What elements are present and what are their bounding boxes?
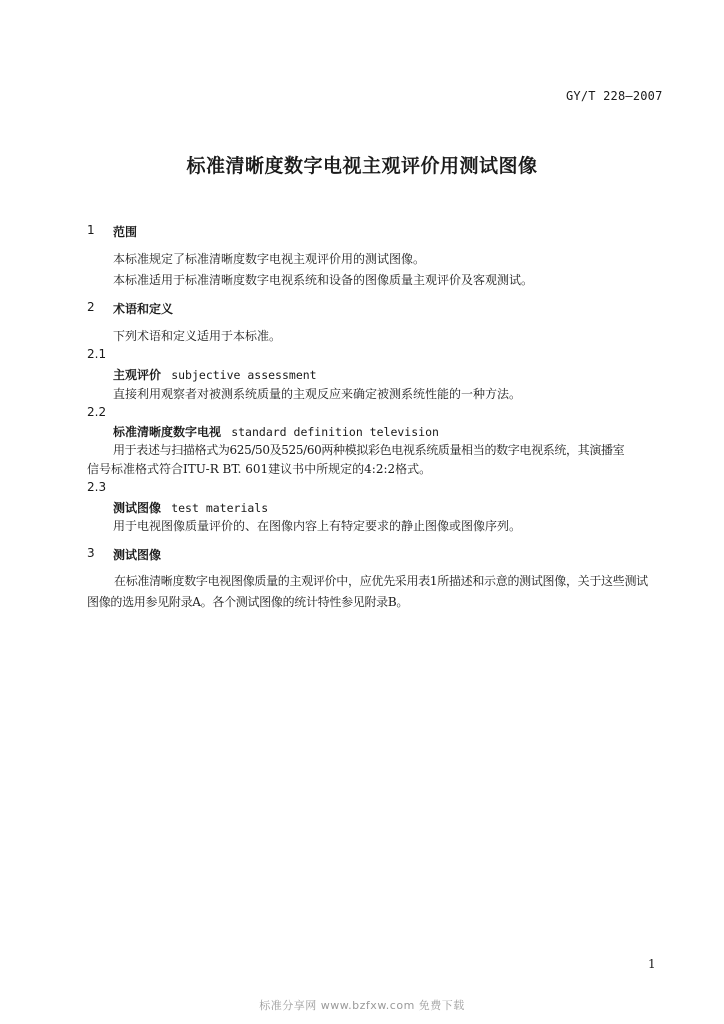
- term-2-2-number: 2.2: [87, 405, 107, 419]
- section-3-title: 测试图像: [113, 548, 162, 562]
- section-1-paragraph-1: 本标准规定了标准清晰度数字电视主观评价用的测试图像。: [113, 252, 426, 266]
- section-2-intro: 下列术语和定义适用于本标准。: [113, 329, 282, 343]
- term-2-2-heading: [113, 423, 439, 440]
- term-2-2-definition-line-2: 信号标准格式符合ITU-R BT. 601建议书中所规定的4:2:2格式。: [87, 462, 432, 476]
- term-2-2-en: standard definition television: [231, 425, 439, 439]
- term-2-1-en: subjective assessment: [171, 368, 317, 382]
- term-2-1-definition: 直接利用观察者对被测系统质量的主观反应来确定被测系统性能的一种方法。: [113, 387, 522, 401]
- term-2-3-number: 2.3: [87, 480, 107, 494]
- term-2-2-definition-line-1: 用于表述与扫描格式为625/50及525/60两种模拟彩色电视系统质量相当的数字电视系统，其演播室: [113, 443, 625, 457]
- document-title: 标准清晰度数字电视主观评价用测试图像: [186, 155, 538, 177]
- section-1-title: 范围: [113, 225, 138, 239]
- term-2-2-cn: 标准清晰度数字电视: [113, 425, 222, 439]
- term-2-3-en: test materials: [171, 501, 269, 515]
- term-2-1-cn: 主观评价: [113, 368, 162, 382]
- page-number: 1: [648, 957, 656, 971]
- section-2-title: 术语和定义: [113, 302, 174, 316]
- term-2-3-heading: [113, 499, 268, 516]
- section-1-number: 1: [87, 223, 95, 237]
- section-1-paragraph-2: 本标准适用于标准清晰度数字电视系统和设备的图像质量主观评价及客观测试。: [113, 273, 534, 287]
- term-2-3-definition: 用于电视图像质量评价的、在图像内容上有特定要求的静止图像或图像序列。: [113, 519, 522, 533]
- standard-code: GY/T 228—2007: [566, 89, 663, 103]
- term-2-1-heading: [113, 366, 317, 383]
- section-3-paragraph: 在标准清晰度数字电视图像质量的主观评价中，应优先采用表1所描述和示意的测试图像，关于这些测试图像的选用参见附录A。各个测试图像的统计特性参见附录B。: [87, 574, 648, 609]
- term-2-3-cn: 测试图像: [113, 501, 162, 515]
- section-2-number: 2: [87, 300, 95, 314]
- term-2-1-number: 2.1: [87, 347, 107, 361]
- footer-watermark[interactable]: 标准分享网 www.bzfxw.com 免费下载: [259, 999, 465, 1012]
- section-3-number: 3: [87, 546, 95, 560]
